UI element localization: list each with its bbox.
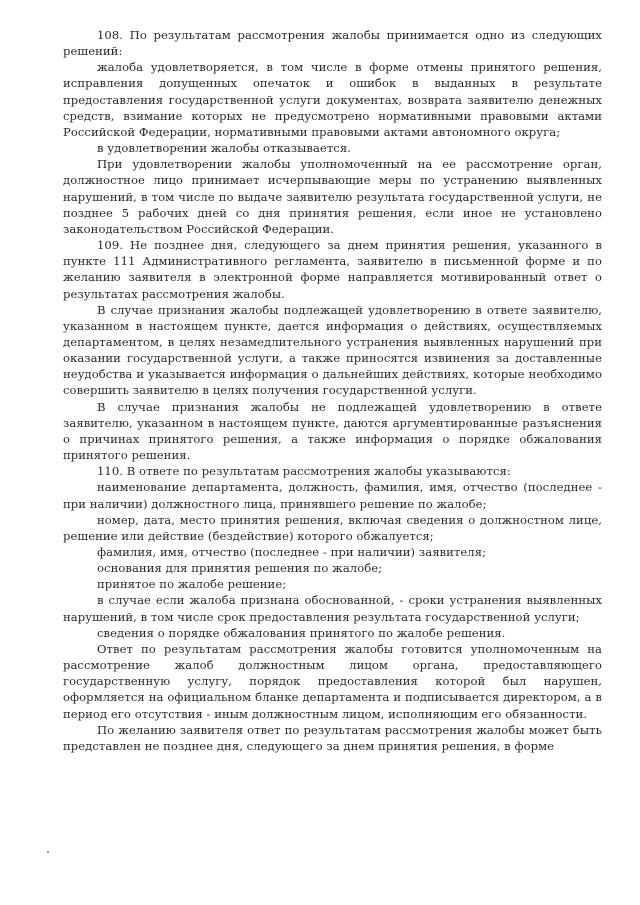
paragraph-complaint-refused: в удовлетворении жалобы отказывается. (97, 141, 351, 156)
list-item-department-name: наименование департамента, должность, фамилия, имя, отчество (последнее - при наличии) должностного лица, принявшего решение по жалобе; (63, 480, 602, 511)
list-item-decision: принятое по жалобе решение; (97, 577, 287, 592)
list-item-decision-number: номер, дата, место принятия решения, включая сведения о должностном лице, решение или действие (бездействие) которого обжалуется; (63, 512, 602, 543)
paragraph-109-response: 109. Не позднее дня, следующего за днем принятия решения, указанного в пункте 111 Административного регламента, заявителю в письменной форме и по желанию заявителя в электронной форме направляется мотивированный ответ о результатах рассмотрения жалобы. (63, 238, 602, 301)
list-item-applicant-name: фамилия, имя, отчество (последнее - при наличии) заявителя; (97, 545, 487, 559)
paragraph-complaint-satisfied: жалоба удовлетворяется, в том числе в форме отмены принятого решения, исправления допущенных опечаток и ошибок в выданных в результате предоставления государственной услуги документах, возврата заявителю денежных средств, взимание которых не предусмотрено нормативными правовыми актами Российской Федерации, нормативными правовыми актами автономного округа; (63, 60, 602, 139)
paragraph-response-preparation: Ответ по результатам рассмотрения жалобы готовится уполномоченным на рассмотрение жалоб должностным лицом органа, предоставляющего государственную услугу, порядок предоставления которой был нарушен, оформляется на официальном бланке департамента и подписывается директором, а в период его отсутствия - иным должностным лицом, исполняющим его обязанности. (63, 641, 602, 721)
paragraph-110-contents: 110. В ответе по результатам рассмотрения жалобы указываются: (97, 464, 511, 479)
paragraph-case-not-satisfied: В случае признания жалобы не подлежащей удовлетворению в ответе заявителю, указанном в настоящем пункте, даются аргументированные разъяснения о причинах принятого решения, а также информация о порядке обжалования принятого решения. (63, 399, 602, 463)
list-item-deadlines: в случае если жалоба признана обоснованной, - сроки устранения выявленных нарушений, в том числе срок предоставления результата государственной услуги; (63, 593, 602, 624)
paragraph-108-intro: 108. По результатам рассмотрения жалобы принимается одно из следующих решений: (63, 28, 602, 59)
list-item-appeal-procedure: сведения о порядке обжалования принятого по жалобе решения. (97, 625, 506, 640)
paragraph-case-satisfied: В случае признания жалобы подлежащей удовлетворению в ответе заявителю, указанном в настоящем пункте, дается информация о действиях, осуществляемых департаментом, в целях незамедлительного устранения выявленных нарушений при оказании государственной услуги, а также приносятся извинения за доставленные неудобства и указывается информация о дальнейших действиях, которые необходимо совершить заявителю в целях получения государственной услуги. (63, 302, 602, 398)
scan-speck (47, 851, 49, 853)
paragraph-satisfaction-measures: При удовлетворении жалобы уполномоченный на ее рассмотрение орган, должностное лицо принимает исчерпывающие меры по устранению выявленных нарушений, в том числе по выдаче заявителю результата государственной услуги, не позднее 5 рабочих дней со дня принятия решения, если иное не установлено законодательством Российской Федерации. (63, 157, 602, 236)
list-item-grounds: основания для принятия решения по жалобе; (97, 561, 383, 576)
paragraph-electronic-response: По желанию заявителя ответ по результатам рассмотрения жалобы может быть представлен не позднее дня, следующего за днем принятия решения, в форме (63, 722, 602, 753)
